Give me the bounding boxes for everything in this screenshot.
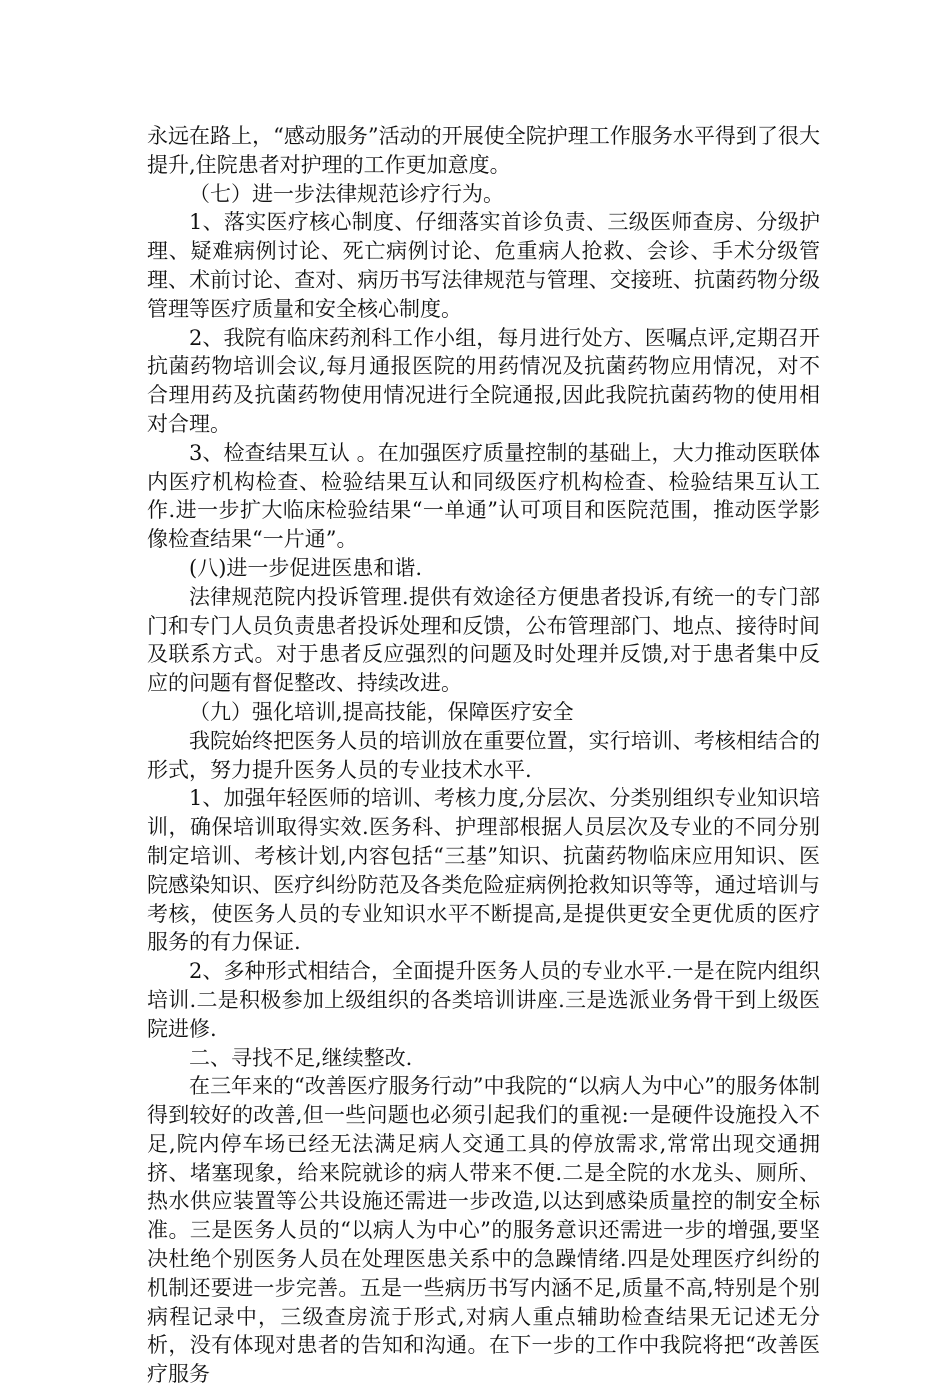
paragraph-7-2: 2、我院有临床药剂科工作小组，每月进行处方、医嘱点评,定期召开抗菌药物培训会议,每月通报医院的用药情况及抗菌药物应用情况，对不合理用药及抗菌药物使用情况进行全院通报,因此我院抗菌药物的使用相对合理。	[147, 325, 820, 436]
paragraph-8-body: 法律规范院内投诉管理.提供有效途径方便患者投诉,有统一的专门部门和专门人员负责患者投诉处理和反馈，公布管理部门、地点、接待时间及联系方式。对于患者反应强烈的问题及时处理并反馈,对于患者集中反应的问题有督促整改、持续改进。	[147, 584, 820, 696]
paragraph-9-2: 2、多种形式相结合，全面提升医务人员的专业水平.一是在院内组织培训.二是积极参加上级组织的各类培训讲座.三是选派业务骨干到上级医院进修.	[147, 959, 820, 1041]
paragraph-7-1: 1、落实医疗核心制度、仔细落实首诊负责、三级医师查房、分级护理、疑难病例讨论、死亡病例讨论、危重病人抢救、会诊、手术分级管理、术前讨论、查对、病历书写法律规范与管理、交接班、抗菌药物分级管理等医疗质量和安全核心制度。	[147, 210, 820, 321]
paragraph-9-intro: 我院始终把医务人员的培训放在重要位置，实行培训、考核相结合的形式，努力提升医务人员的专业技术水平.	[147, 728, 820, 782]
paragraph-9-1: 1、加强年轻医师的培训、考核力度,分层次、分类别组织专业知识培训，确保培训取得实效.医务科、护理部根据人员层次及专业的不同分别制定培训、考核计划,内容包括“三基”知识、抗菌药物临床应用知识、医院感染知识、医疗纠纷防范及各类危险症病例抢救知识等等，通过培训与考核，使医务人员的专业知识水平不断提高,是提供更安全更优质的医疗服务的有力保证.	[147, 786, 820, 955]
heading-section-8: (八)进一步促进医患和谐.	[189, 555, 423, 580]
paragraph-7-3: 3、检查结果互认 。在加强医疗质量控制的基础上，大力推动医联体内医疗机构检查、检验结果互认和同级医疗机构检查、检验结果互认工作.进一步扩大临床检验结果“一单通”认可项目和医院范围，推动医学影像检查结果“一片通”。	[147, 440, 820, 552]
paragraph-part-2-body: 在三年来的“改善医疗服务行动”中我院的“以病人为中心”的服务体制得到较好的改善,但一些问题也必须引起我们的重视:一是硬件设施投入不足,院内停车场已经无法满足病人交通工具的停放需求,常常出现交通拥挤、堵塞现象，给来院就诊的病人带来不便.二是全院的水龙头、厕所、热水供应装置等公共设施还需进一步改造,以达到感染质量控的制安全标准。三是医务人员的“以病人为中心”的服务意识还需进一步的增强,要坚决杜绝个别医务人员在处理医患关系中的急躁情绪.四是处理医疗纠纷的机制还要进一步完善。五是一些病历书写内涵不足,质量不高,特别是个别病程记录中，三级查房流于形式,对病人重点辅助检查结果无记述无分析，没有体现对患者的告知和沟通。在下一步的工作中我院将把“改善医疗服务	[147, 1074, 820, 1387]
paragraph-continuation: 永远在路上，“感动服务”活动的开展使全院护理工作服务水平得到了很大提升,住院患者对护理的工作更加意度。	[147, 124, 820, 177]
heading-section-7: （七）进一步法律规范诊疗行为。	[189, 181, 504, 206]
heading-section-9: （九）强化培训,提高技能，保障医疗安全	[189, 699, 574, 724]
heading-part-2: 二、寻找不足,继续整改.	[189, 1045, 413, 1070]
